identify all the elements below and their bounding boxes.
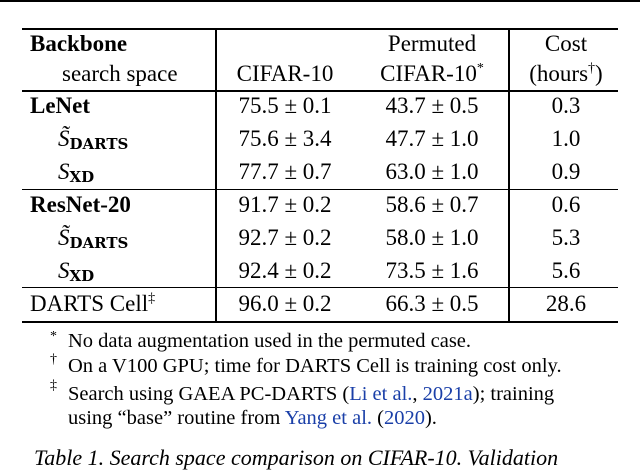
header-backbone: Backbone xyxy=(30,31,128,56)
table-cell: 77.7 ± 0.7 xyxy=(238,159,332,184)
footnote-dagger-mark: † xyxy=(50,352,57,367)
table-cell: 92.4 ± 0.2 xyxy=(238,258,332,283)
top-edge-rule xyxy=(0,0,640,2)
row-label-xd-space: $S_{XD}$ xyxy=(58,258,95,285)
table-cell: 92.7 ± 0.2 xyxy=(238,225,332,250)
footnote-star: No data augmentation used in the permuted case. xyxy=(68,330,472,352)
table-cell: 5.6 xyxy=(551,258,581,283)
table-cell: 47.7 ± 1.0 xyxy=(385,126,479,151)
table-bottom-rule xyxy=(22,321,618,323)
table-cell: 0.6 xyxy=(551,192,581,217)
table-cell: 5.3 xyxy=(551,225,581,250)
table-cell: 91.7 ± 0.2 xyxy=(238,192,332,217)
table-cell: 58.6 ± 0.7 xyxy=(385,192,479,217)
table-cell: 28.6 xyxy=(545,291,587,316)
col-divider-1 xyxy=(215,28,217,323)
row-label-darts-space: $S̃_{DARTS}$ xyxy=(58,225,129,252)
table-cell: 63.0 ± 1.0 xyxy=(385,159,479,184)
header-search-space: search space xyxy=(62,61,178,86)
table-cell: 0.9 xyxy=(551,159,581,184)
footnote-ddagger-mark: ‡ xyxy=(50,378,57,393)
table-cell: 0.3 xyxy=(551,93,581,118)
table-cell: 58.0 ± 1.0 xyxy=(385,225,479,250)
header-permuted-cifar10: CIFAR-10* xyxy=(380,61,484,86)
row-label-lenet: LeNet xyxy=(30,93,91,118)
group-rule-2 xyxy=(22,287,618,288)
table-cell: 73.5 ± 1.6 xyxy=(385,258,479,283)
table-cell: 75.6 ± 3.4 xyxy=(238,126,332,151)
header-permuted: Permuted xyxy=(387,31,477,56)
header-cost: Cost xyxy=(544,31,588,56)
footnote-star-mark: * xyxy=(50,329,57,344)
table-cell: 66.3 ± 0.5 xyxy=(385,291,479,316)
table-cell: 1.0 xyxy=(551,126,581,151)
table-cell: 75.5 ± 0.1 xyxy=(238,93,332,118)
table-caption: Table 1. Search space comparison on CIFAR-10. Validation xyxy=(34,445,559,470)
footnote-ddagger-line1: Search using GAEA PC-DARTS (Li et al., 2021a); training xyxy=(68,383,555,405)
citation-link[interactable]: 2021a xyxy=(422,383,473,405)
group-rule-1 xyxy=(22,189,618,190)
row-label-darts-space: $S̃_{DARTS}$ xyxy=(58,126,129,153)
col-divider-2 xyxy=(508,28,510,323)
row-label-xd-space: $S_{XD}$ xyxy=(58,159,95,186)
citation-link[interactable]: Li et al. xyxy=(349,383,413,405)
header-cifar10: CIFAR-10 xyxy=(236,61,334,86)
row-label-darts-cell: DARTS Cell‡ xyxy=(30,291,156,316)
table-cell: 43.7 ± 0.5 xyxy=(385,93,479,118)
footnote-ddagger-line2: using “base” routine from Yang et al. (2020). xyxy=(68,407,437,429)
row-label-resnet20: ResNet-20 xyxy=(30,192,131,217)
footnote-dagger: On a V100 GPU; time for DARTS Cell is training cost only. xyxy=(68,355,562,377)
citation-link[interactable]: Yang et al. xyxy=(284,407,373,429)
header-hours: (hours†) xyxy=(529,61,603,86)
citation-link[interactable]: 2020 xyxy=(383,407,425,429)
table-cell: 96.0 ± 0.2 xyxy=(238,291,332,316)
